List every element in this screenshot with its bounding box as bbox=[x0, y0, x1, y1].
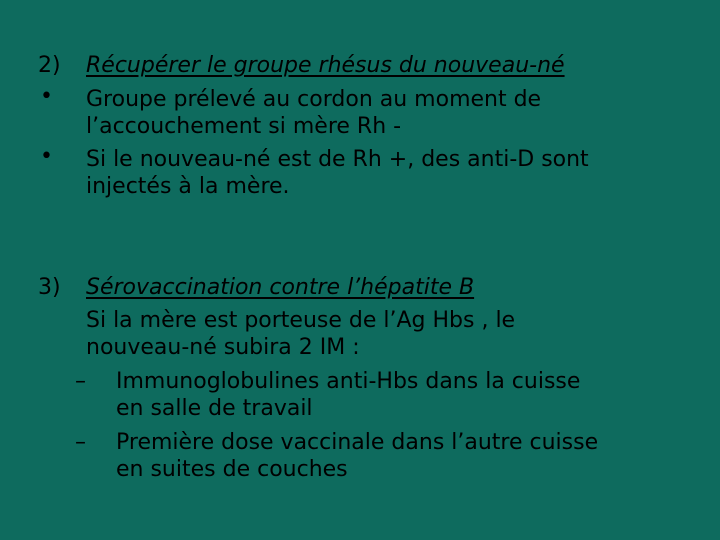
bullet-text: Groupe prélevé au cordon au moment de bbox=[86, 87, 542, 112]
section-heading: Sérovaccination contre l’hépatite B bbox=[86, 275, 475, 300]
dash-marker: – bbox=[75, 369, 86, 394]
bullet-text: injectés à la mère. bbox=[86, 174, 290, 199]
bullet-marker: • bbox=[40, 144, 53, 169]
bullet-text: l’accouchement si mère Rh - bbox=[86, 114, 402, 139]
dash-item-text: Première dose vaccinale dans l’autre cuisse bbox=[116, 430, 599, 455]
paragraph-text: nouveau-né subira 2 IM : bbox=[86, 335, 360, 360]
dash-item-text: en salle de travail bbox=[116, 396, 313, 421]
section-number: 3) bbox=[38, 275, 61, 300]
dash-item-text: en suites de couches bbox=[116, 457, 348, 482]
dash-marker: – bbox=[75, 430, 86, 455]
dash-item-text: Immunoglobulines anti-Hbs dans la cuisse bbox=[116, 369, 581, 394]
section-heading: Récupérer le groupe rhésus du nouveau-né bbox=[86, 53, 565, 78]
bullet-text: Si le nouveau-né est de Rh +, des anti-D sont bbox=[86, 147, 589, 172]
bullet-marker: • bbox=[40, 84, 53, 109]
paragraph-text: Si la mère est porteuse de l’Ag Hbs , le bbox=[86, 308, 516, 333]
section-number: 2) bbox=[38, 53, 61, 78]
